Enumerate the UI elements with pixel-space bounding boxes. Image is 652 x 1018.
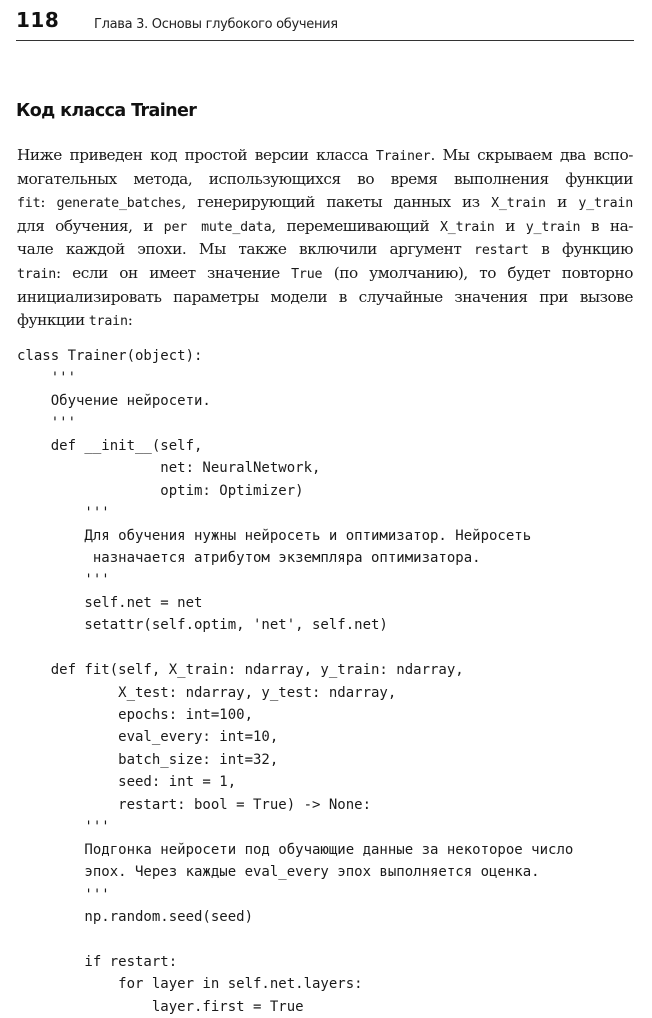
intro-line: функции train:: [17, 311, 133, 330]
code-line: net: NeuralNetwork,: [17, 460, 321, 477]
code-line: ''': [17, 415, 77, 432]
header-divider: [16, 40, 634, 41]
code-line: ''': [17, 886, 110, 903]
code-line: def fit(self, X_train: ndarray, y_train: ndarray,: [17, 662, 464, 679]
intro-paragraph: [17, 144, 633, 334]
code-line: ''': [17, 819, 110, 836]
code-line: epochs: int=100,: [17, 707, 254, 723]
code-line: setattr(self.optim, 'net', self.net): [17, 617, 388, 634]
code-line: ''': [17, 370, 77, 387]
intro-line: для обучения, и per mute_data, перемешивающий X_train и y_train в на-: [17, 216, 633, 235]
code-line: Для обучения нужны нейросеть и оптимизатор. Нейросеть: [17, 527, 532, 544]
code-line: optim: Optimizer): [17, 482, 304, 499]
section-heading: Код класса Trainer: [16, 101, 197, 121]
intro-line: Ниже приведен код простой версии класса Trainer. Мы скрываем два вспо-: [17, 146, 633, 164]
code-line: [17, 928, 573, 950]
code-line: ''': [17, 505, 110, 522]
code-line: np.random.seed(seed): [17, 908, 254, 925]
code-line: Подгонка нейросети под обучающие данные за некоторое число: [17, 841, 574, 858]
code-line: restart: bool = True) -> None:: [17, 796, 372, 813]
code-line: eval_every: int=10,: [17, 729, 279, 746]
running-header-title: Глава 3. Основы глубокого обучения: [94, 17, 338, 32]
page-number: 118: [16, 8, 60, 32]
intro-line: fit: generate_batches, генерирующий пакеты данных из X_train и y_train: [17, 193, 633, 212]
intro-line: train: если он имеет значение True (по умолчанию), то будет повторно: [17, 263, 633, 282]
code-line: seed: int = 1,: [17, 774, 237, 791]
code-line: self.net = net: [17, 594, 203, 611]
code-line: if restart:: [17, 953, 178, 970]
code-line: batch_size: int=32,: [17, 751, 279, 768]
code-line: Обучение нейросети.: [17, 392, 211, 409]
code-line: назначается атрибутом экземпляра оптимизатора.: [17, 549, 481, 566]
code-line: [17, 637, 573, 659]
code-line: ''': [17, 572, 110, 589]
code-line: эпох. Через каждые eval_every эпох выполняется оценка.: [17, 864, 540, 881]
intro-line: чале каждой эпохи. Мы также включили аргумент restart в функцию: [17, 240, 633, 259]
code-listing: [17, 345, 573, 1018]
code-line: def __init__(self,: [17, 437, 203, 454]
intro-line: инициализировать параметры модели в случайные значения при вызове: [17, 287, 633, 306]
code-line: X_test: ndarray, y_test: ndarray,: [17, 684, 397, 701]
code-line: for layer in self.net.layers:: [17, 976, 363, 993]
intro-line: могательных метода, использующихся во время выполнения функции: [17, 169, 633, 188]
code-line: layer.first = True: [17, 998, 304, 1015]
code-line: class Trainer(object):: [17, 348, 203, 364]
